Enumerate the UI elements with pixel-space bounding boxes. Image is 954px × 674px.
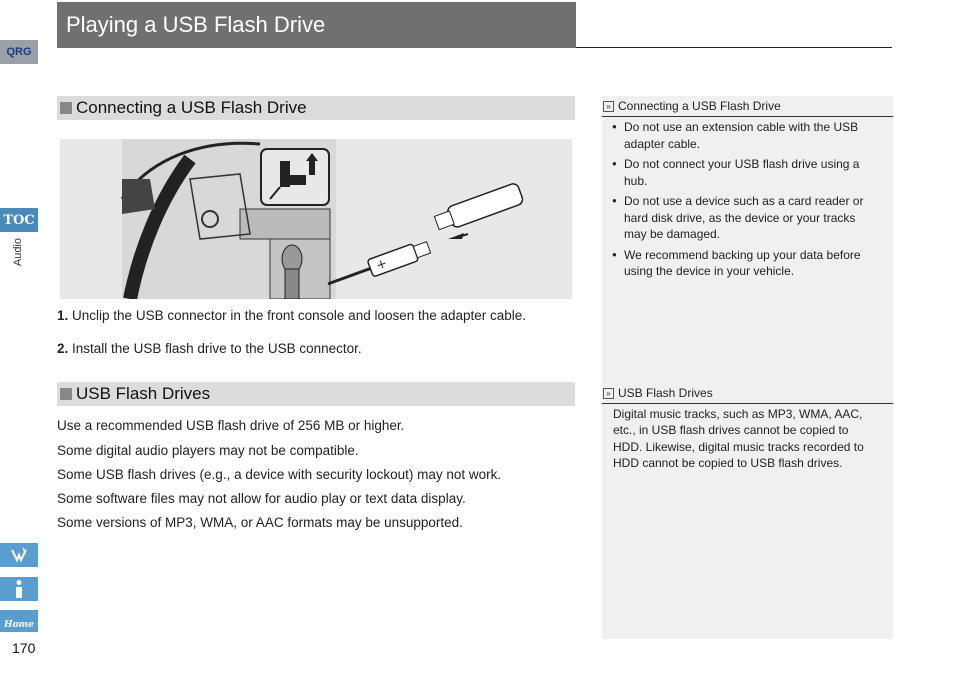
drives-paragraph: Some USB flash drives (e.g., a device with security lockout) may not work. [57, 467, 502, 482]
step-text: Unclip the USB connector in the front console and loosen the adapter cable. [72, 308, 527, 323]
connect-notes-list [612, 119, 874, 284]
sidebar-connect-ref[interactable] [602, 97, 893, 115]
list-item: ● Do not connect your USB flash drive using a hub. [612, 156, 874, 189]
reference-arrow-icon: » [603, 101, 614, 112]
drives-paragraph: Some versions of MP3, WMA, or AAC formats may be unsupported. [57, 515, 463, 530]
sidebar-divider [602, 403, 893, 404]
voice-command-icon[interactable] [0, 543, 38, 567]
page-number: 170 [12, 640, 36, 656]
toc-tab[interactable]: TOC [0, 208, 38, 232]
step-text: Install the USB flash drive to the USB connector. [72, 341, 362, 356]
reference-arrow-icon: » [603, 388, 614, 399]
list-item: ● Do not use an extension cable with the USB adapter cable. [612, 119, 874, 152]
heading-square-icon [60, 388, 72, 400]
step-number: 2. [57, 341, 69, 356]
connecting-heading [57, 96, 575, 120]
title-underline [576, 47, 892, 48]
drives-paragraph: Some digital audio players may not be compatible. [57, 443, 359, 458]
connecting-heading-text: Connecting a USB Flash Drive [76, 98, 307, 117]
drives-note: Digital music tracks, such as MP3, WMA, AAC, etc., in USB flash drives cannot be copied to HDD. Likewise, digital music tracks recorded to HDD cannot be copied to USB flash drives. [613, 407, 864, 470]
heading-square-icon [60, 102, 72, 114]
sidebar-ref-text: Connecting a USB Flash Drive [618, 99, 781, 113]
info-icon[interactable] [0, 577, 38, 601]
drives-paragraph: Use a recommended USB flash drive of 256 MB or higher. [57, 418, 405, 433]
home-label: Home [4, 620, 34, 630]
sidebar-divider [602, 116, 893, 117]
drives-heading [57, 382, 575, 406]
home-icon[interactable] [0, 610, 38, 632]
drives-heading-text: USB Flash Drives [76, 384, 211, 403]
step-number: 1. [57, 308, 69, 323]
page-title: Playing a USB Flash Drive [57, 2, 576, 48]
step-1 [57, 308, 526, 323]
sidebar-ref-text: USB Flash Drives [618, 386, 713, 400]
usb-connection-illustration [60, 139, 572, 299]
list-item: ● Do not use a device such as a card reader or hard disk drive, as the device or your tracks may be damaged. [612, 193, 874, 243]
step-2 [57, 341, 362, 356]
qrg-tab[interactable]: QRG [0, 40, 38, 64]
section-label: Audio [12, 238, 24, 267]
drives-paragraph: Some software files may not allow for audio play or text data display. [57, 491, 466, 506]
list-item: ● We recommend backing up your data before using the device in your vehicle. [612, 247, 874, 280]
sidebar-drives-ref[interactable] [602, 384, 893, 402]
